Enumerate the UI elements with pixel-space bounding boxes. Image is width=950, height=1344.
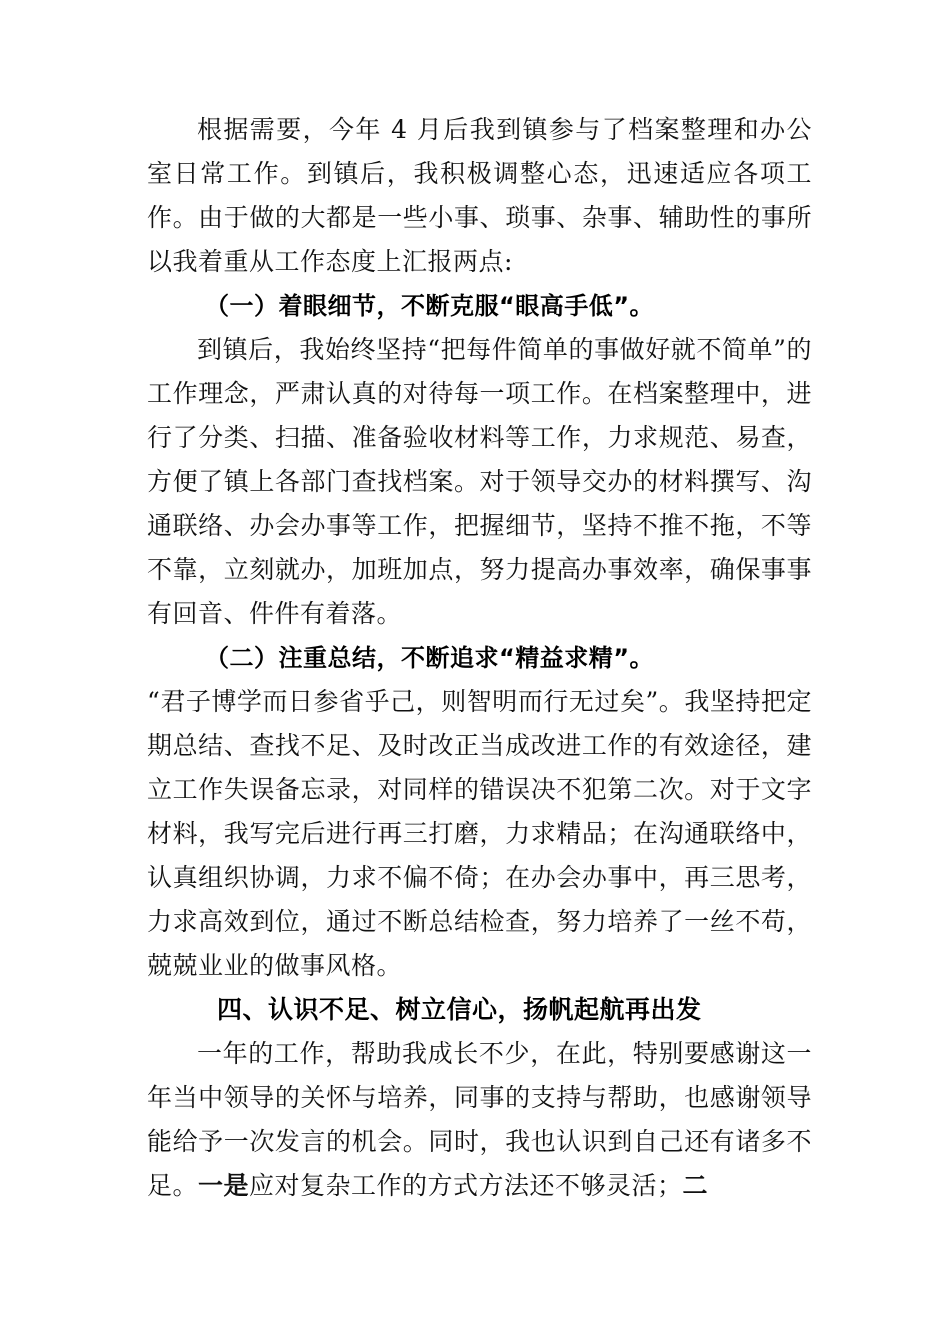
- paragraph-summarize: “君子博学而日参省乎己，则智明而行无过矣”。我坚持把定期总结、查找不足、及时改正当成改进工作的有效途径，建立工作失误备忘录，对同样的错误决不犯第二次。对于文字材料，我写完后进行再三打磨，力求精品；在沟通联络中，认真组织协调，力求不偏不倚；在办会办事中，再三思考，力求高效到位，通过不断总结检查，努力培养了一丝不苟，兢兢业业的做事风格。: [147, 687, 812, 980]
- subheading-attention-to-detail: （一）着眼细节，不断克服“眼高手低”。: [205, 292, 655, 320]
- document-body: [147, 108, 812, 1208]
- subheading-summarize: （二）注重总结，不断追求“精益求精”。: [205, 644, 655, 672]
- shortcomings-text-2: 应对复杂工作的方式方法还不够灵活；: [249, 1171, 683, 1200]
- paragraph-shortcomings: [147, 1032, 812, 1208]
- section-heading-four: 四、认识不足、树立信心，扬帆起航再出发: [217, 995, 702, 1024]
- shortcomings-emphasis-first: 一是: [198, 1171, 250, 1200]
- shortcomings-text-1: 一年的工作，帮助我成长不少，在此，特别要感谢这一年当中领导的关怀与培养，同事的支持与帮助，也感谢领导能给予一次发言的机会。同时，我也认识到自己还有诸多不足。: [147, 1039, 812, 1200]
- shortcomings-emphasis-second: 二: [682, 1171, 709, 1200]
- paragraph-attention-to-detail: 到镇后，我始终坚持“把每件简单的事做好就不简单”的工作理念，严肃认真的对待每一项工作。在档案整理中，进行了分类、扫描、准备验收材料等工作，力求规范、易查，方便了镇上各部门查找档案。对于领导交办的材料撰写、沟通联络、办会办事等工作，把握细节，坚持不推不拖，不等不靠，立刻就办，加班加点，努力提高办事效率，确保事事有回音、件件有着落。: [147, 335, 812, 628]
- paragraph-work-intro: 根据需要，今年 4 月后我到镇参与了档案整理和办公室日常工作。到镇后，我积极调整心态，迅速适应各项工作。由于做的大都是一些小事、琐事、杂事、辅助性的事所以我着重从工作态度上汇报两点:: [147, 115, 812, 276]
